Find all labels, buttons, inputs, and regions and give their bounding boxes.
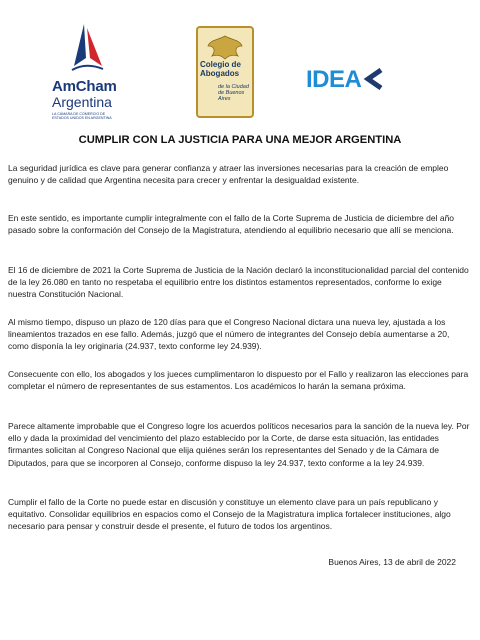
colegio-city: de la Ciudad de Buenos Aires — [218, 84, 249, 102]
amcham-logo — [52, 22, 122, 122]
paragraph-5: Consecuente con ello, los abogados y los jueces cumplimentaron lo dispuesto por el Fallo y realizaron las elecciones para completar el número de representantes de sus estamentos. Los académicos lo harán la semana próxima. — [8, 369, 469, 392]
paragraph-4: Al mismo tiempo, dispuso un plazo de 120 días para que el Congreso Nacional dictara una nueva ley, ajustada a los lineamientos trazados en ese fallo. Además, juzgó que el número de integrantes del Consejo debía aumentarse a 20, como disponía la ley originaria (24.937, texto conforme ley 24.939). — [8, 317, 450, 352]
leaf-icon — [206, 34, 244, 60]
idea-name: IDEA — [306, 66, 362, 93]
colegio-name: Colegio de Abogados — [200, 60, 241, 78]
paragraph-6: Parece altamente improbable que el Congreso logre los acuerdos políticos necesarios para la sanción de la nueva ley. Por ello y dada la proximidad del vencimiento del plazo establecido por la Corte, de darse esta situación, las entidades firmantes solicitan al Congreso Nacional que elija quiénes serán los representantes del Senado y de la Cámara de Diputados, para que se incorporen al Consejo, conforme dispuso la ley 24.937, texto conforme a la ley 24.939. — [8, 421, 470, 468]
paragraph-1: La seguridad jurídica es clave para generar confianza y atraer las inversiones necesarias para la creación de empleo genuino y de calidad que Argentina necesita para crecer y enfrentar la desigualdad existente. — [8, 163, 449, 186]
amcham-name: AmCham — [52, 78, 117, 95]
chevron-left-icon — [362, 68, 384, 90]
amcham-country: Argentina — [52, 94, 112, 110]
colegio-abogados-logo — [196, 26, 254, 118]
date-line: Buenos Aires, 13 de abril de 2022 — [328, 557, 456, 567]
idea-logo — [306, 66, 361, 94]
amcham-tagline: LA CÁMARA DE COMERCIO DE ESTADOS UNIDOS EN ARGENTINA — [52, 112, 112, 120]
paragraph-3: El 16 de diciembre de 2021 la Corte Suprema de Justicia de la Nación declaró la inconstitucionalidad parcial del contenido de la ley 26.080 en tanto no respetaba el equilibrio entre los distintos estamentos representados, conforme lo exige nuestra Constitución Nacional. — [8, 265, 469, 300]
logo-row — [0, 22, 480, 130]
paragraph-2: En este sentido, es importante cumplir integralmente con el fallo de la Corte Suprema de Justicia de diciembre del año pasado sobre la conformación del Consejo de la Magistratura, atendiendo al equilibrio necesario que allí se menciona. — [8, 213, 455, 236]
document-title: CUMPLIR CON LA JUSTICIA PARA UNA MEJOR ARGENTINA — [78, 134, 402, 146]
sail-icon — [70, 22, 104, 74]
paragraph-7: Cumplir el fallo de la Corte no puede estar en discusión y constituye un elemento clave para un país republicano y equitativo. Consolidar equilibrios en espacios como el Consejo de la Magistratura implica fortalecer instituciones, algo necesario para pensar y construir desde el presente, el futuro de todos los argentinos. — [8, 497, 451, 532]
